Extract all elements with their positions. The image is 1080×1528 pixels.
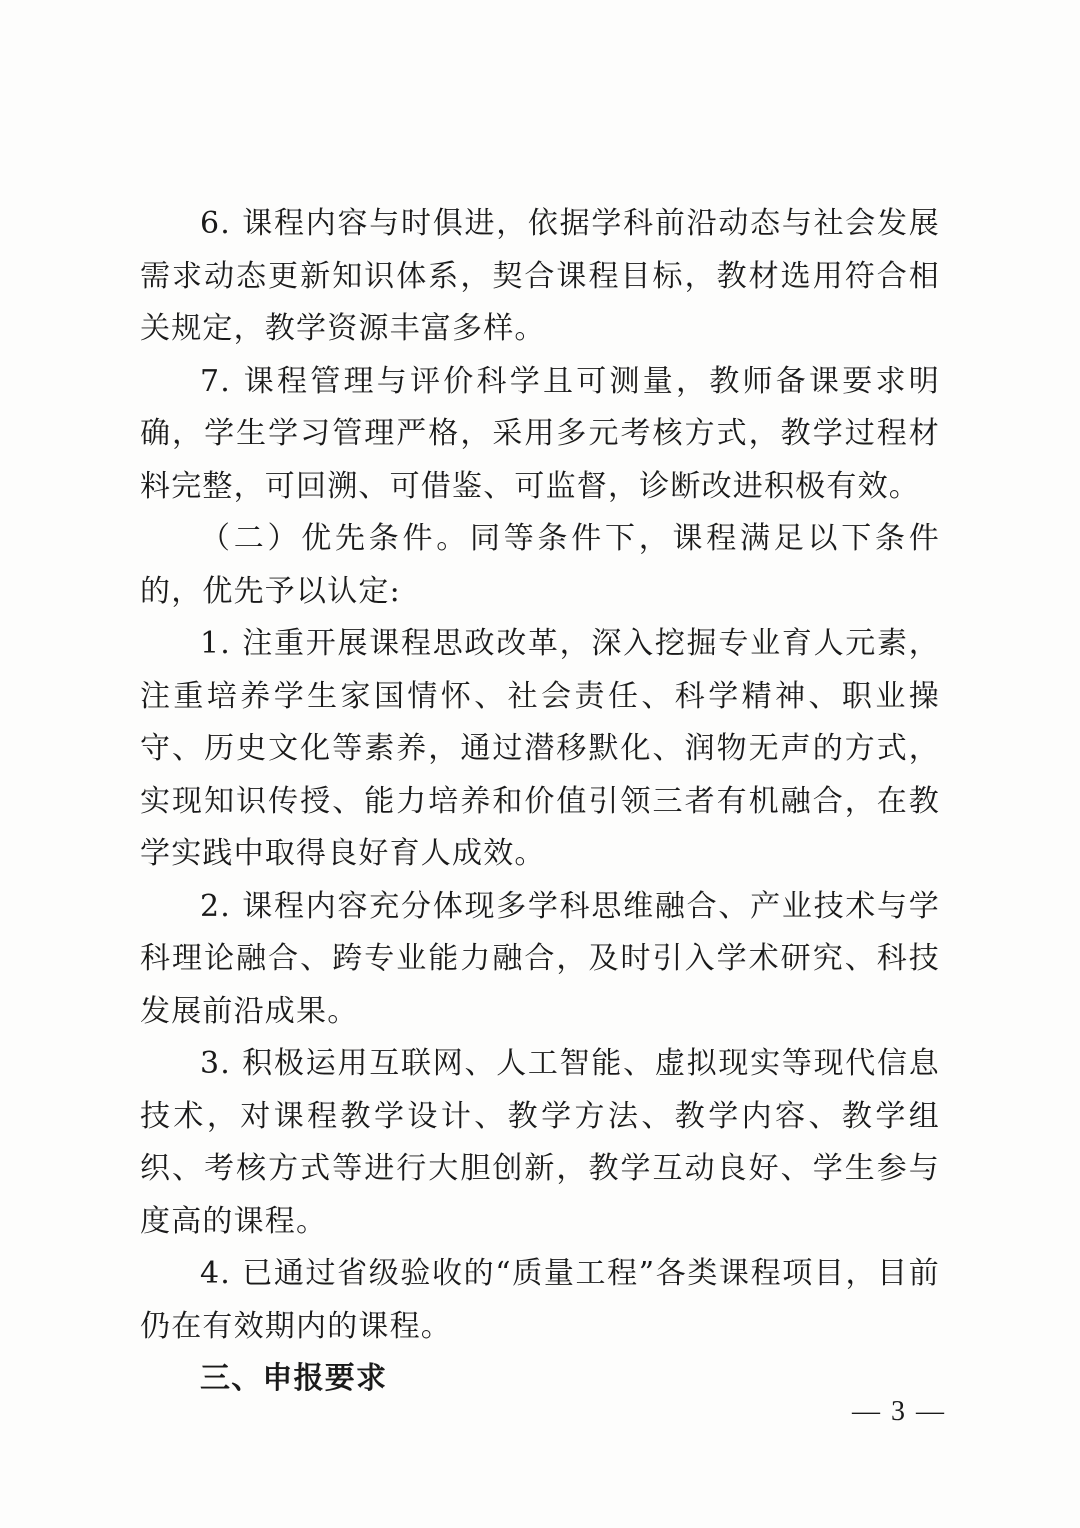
- page-number: — 3 —: [852, 1396, 946, 1427]
- paragraph-item-6: 6. 课程内容与时俱进，依据学科前沿动态与社会发展需求动态更新知识体系，契合课程目标，教材选用符合相关规定，教学资源丰富多样。: [140, 206, 940, 346]
- paragraph-priority-conditions: （二）优先条件。同等条件下，课程满足以下条件的，优先予以认定:: [140, 521, 940, 609]
- paragraph-priority-4: 4. 已通过省级验收的“质量工程”各类课程项目，目前仍在有效期内的课程。: [140, 1256, 940, 1344]
- section-heading: 三、申报要求: [200, 1361, 388, 1396]
- paragraph-priority-1: 1. 注重开展课程思政改革，深入挖掘专业育人元素，注重培养学生家国情怀、社会责任、科学精神、职业操守、历史文化等素养，通过潜移默化、润物无声的方式，实现知识传授、能力培养和价值引领三者有机融合，在教学实践中取得良好育人成效。: [140, 626, 940, 871]
- paragraph-item-7: 7. 课程管理与评价科学且可测量，教师备课要求明确，学生学习管理严格，采用多元考核方式，教学过程材料完整，可回溯、可借鉴、可监督，诊断改进积极有效。: [140, 363, 940, 504]
- paragraph-priority-3: 3. 积极运用互联网、人工智能、虚拟现实等现代信息技术，对课程教学设计、教学方法、教学内容、教学组织、考核方式等进行大胆创新，教学互动良好、学生参与度高的课程。: [140, 1046, 940, 1239]
- document-body: [140, 198, 940, 1406]
- paragraph-priority-2: 2. 课程内容充分体现多学科思维融合、产业技术与学科理论融合、跨专业能力融合，及时引入学术研究、科技发展前沿成果。: [140, 888, 940, 1029]
